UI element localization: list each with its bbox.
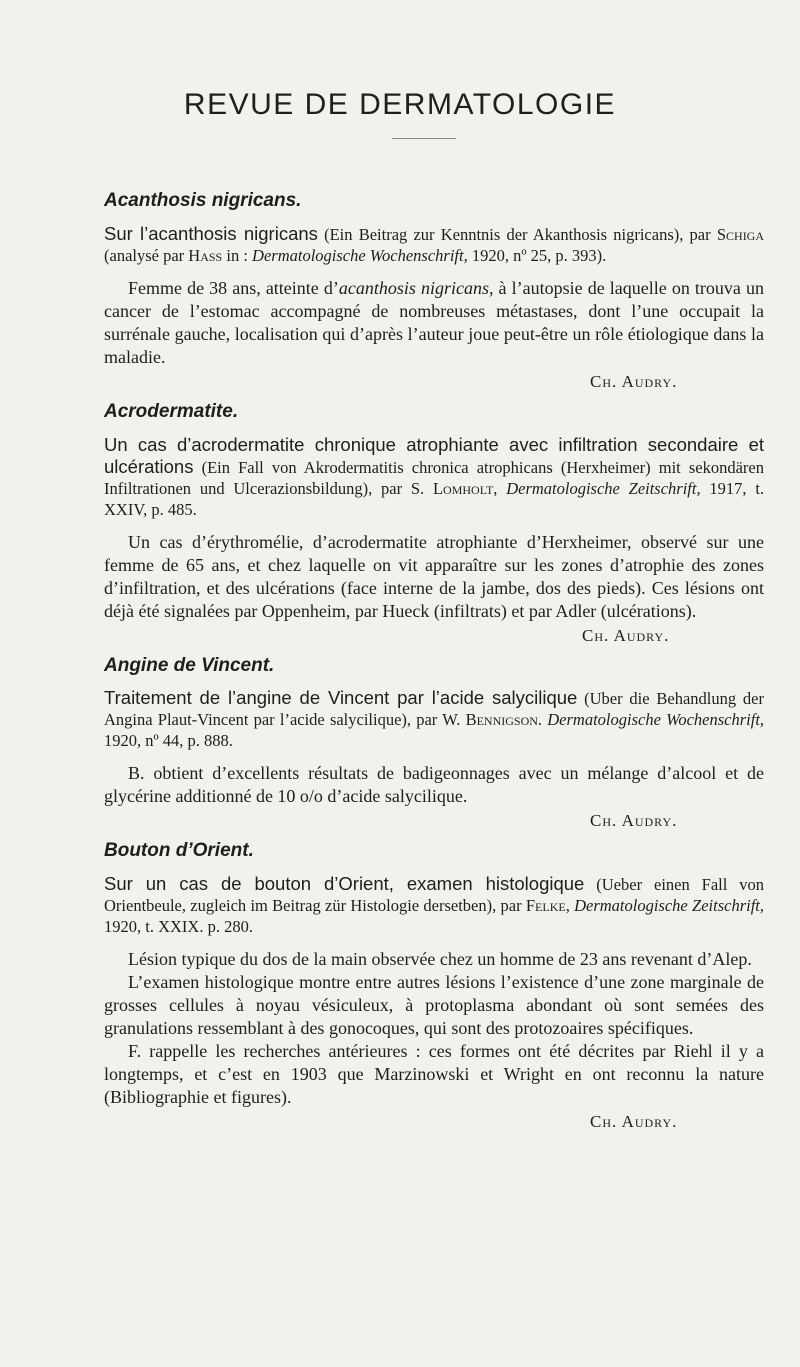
- reference-journal: Dermatologische Wochenschrift,: [252, 245, 468, 265]
- running-head: REVUE DE DERMATOLOGIE: [183, 88, 617, 121]
- reference-author2: Hass: [188, 245, 223, 265]
- reference-author: Felke,: [525, 896, 570, 916]
- body-paragraph: L’examen histologique montre entre autres lésions l’existence d’une zone marginale de grosses cellules à noyau vésiculeux, à protoplasma abondant où sont semées des granulations ressemblant à des gonocoques, qui sont des protozoaires spécifiques.: [104, 972, 764, 1039]
- body-paragraph: Lésion typique du dos de la main observée chez un homme de 23 ans revenant d’Alep.: [128, 949, 752, 970]
- article-title: Sur l’acanthosis nigricans: [104, 222, 318, 244]
- paragraph-text: Femme de 38 ans, atteinte d’: [128, 277, 339, 298]
- reference-paren: (Uber die Behandlung der Angina Plaut-Vincent par l’acide salycilique), par W.: [104, 689, 765, 730]
- reference-journal: Dermatologische Zeitschrift,: [574, 896, 764, 916]
- section-angine: [104, 655, 764, 833]
- paragraph-text-rest: à l’autopsie de laquelle on trouva un cancer de l’estomac accompagné de nombreuses métastases, dont l’une occupait la surrénale gauche, localisation qui d’après l’auteur joue peut-être un rôle étiologique dans la maladie.: [104, 277, 764, 367]
- body-paragraph: F. rappelle les recherches antérieures : ces formes ont été décrites par Riehl il y a longtemps, et c’est en 1903 que Marzinowski et Wright en ont reconnu la nature (Bibliographie et figures).: [104, 1041, 764, 1108]
- reference-middle: (analysé par: [104, 245, 185, 265]
- reference: [104, 687, 764, 751]
- reference-details: 1920, t. XXIX. p. 280.: [104, 917, 253, 937]
- signature: Ch. Audry.: [590, 811, 678, 831]
- reference: [104, 873, 764, 937]
- section-acanthosis: [104, 190, 764, 393]
- article-title: Sur un cas de bouton d’Orient, examen histologique: [104, 873, 585, 895]
- article-title: Traitement de l’angine de Vincent par l’acide salycilique: [104, 687, 578, 709]
- head-rule: [392, 138, 456, 139]
- reference: [104, 434, 764, 520]
- body-paragraph: Un cas d’érythromélie, d’acrodermatite atrophiante d’Herxheimer, observé sur une femme de 65 ans, et chez laquelle on vit apparaître sur les zones d’atrophie des zones d’infiltration, et des ulcérations (face interne de la jambe, dos des pieds). Ces lésions ont déjà été signalées par Oppenheim, par Hueck (infiltrats) et par Adler (ulcérations).: [104, 531, 764, 621]
- body-paragraph: [104, 277, 764, 369]
- reference-details: 1920, nº 25, p. 393).: [471, 245, 607, 265]
- reference-journal: Dermatologische Wochenschrift,: [547, 710, 765, 730]
- signature: Ch. Audry.: [590, 371, 678, 391]
- body-paragraph: B. obtient d’excellents résultats de badigeonnages avec un mélange d’alcool et de glycérine additionné de 10 o/o d’acide salycilique.: [104, 763, 764, 807]
- section-bouton: [104, 840, 764, 1133]
- reference-author: Bennigson.: [465, 710, 543, 730]
- reference: [104, 223, 764, 266]
- paragraph-emphasis: acanthosis nigricans,: [338, 277, 494, 298]
- reference-paren: (Ueber einen Fall von Orientbeule, zugleich im Beitrag zür Histologie dersetben), par: [104, 875, 764, 916]
- section-title: Bouton d’Orient.: [104, 840, 254, 862]
- signature: Ch. Audry.: [590, 1112, 678, 1132]
- reference-in: in :: [226, 245, 248, 265]
- reference-author: Schiga: [716, 224, 765, 244]
- reference-journal: Dermatologische Zeitschrift,: [506, 478, 701, 498]
- page-content: [104, 190, 764, 1141]
- section-title: Angine de Vincent.: [104, 654, 275, 676]
- reference-details: 1917, t. XXIV, p. 485.: [104, 478, 765, 519]
- reference-paren: (Ein Fall von Akrodermatitis chronica atrophicans (Herxheimer) mit sekondären Infiltrationen und Ulcerazionsbildung), par S.: [104, 457, 764, 498]
- article-title: Un cas d’acrodermatite chronique atrophiante avec infiltration secondaire et ulcérations: [104, 433, 764, 477]
- section-acrodermatite: [104, 401, 764, 647]
- reference-author: Lomholt,: [432, 478, 498, 498]
- reference-paren: (Ein Beitrag zur Kenntnis der Akanthosis nigricans), par: [324, 224, 711, 244]
- signature: Ch. Audry.: [582, 625, 670, 645]
- reference-details: 1920, nº 44, p. 888.: [104, 731, 233, 751]
- section-title: Acrodermatite.: [104, 400, 239, 422]
- section-title: Acanthosis nigricans.: [104, 190, 302, 211]
